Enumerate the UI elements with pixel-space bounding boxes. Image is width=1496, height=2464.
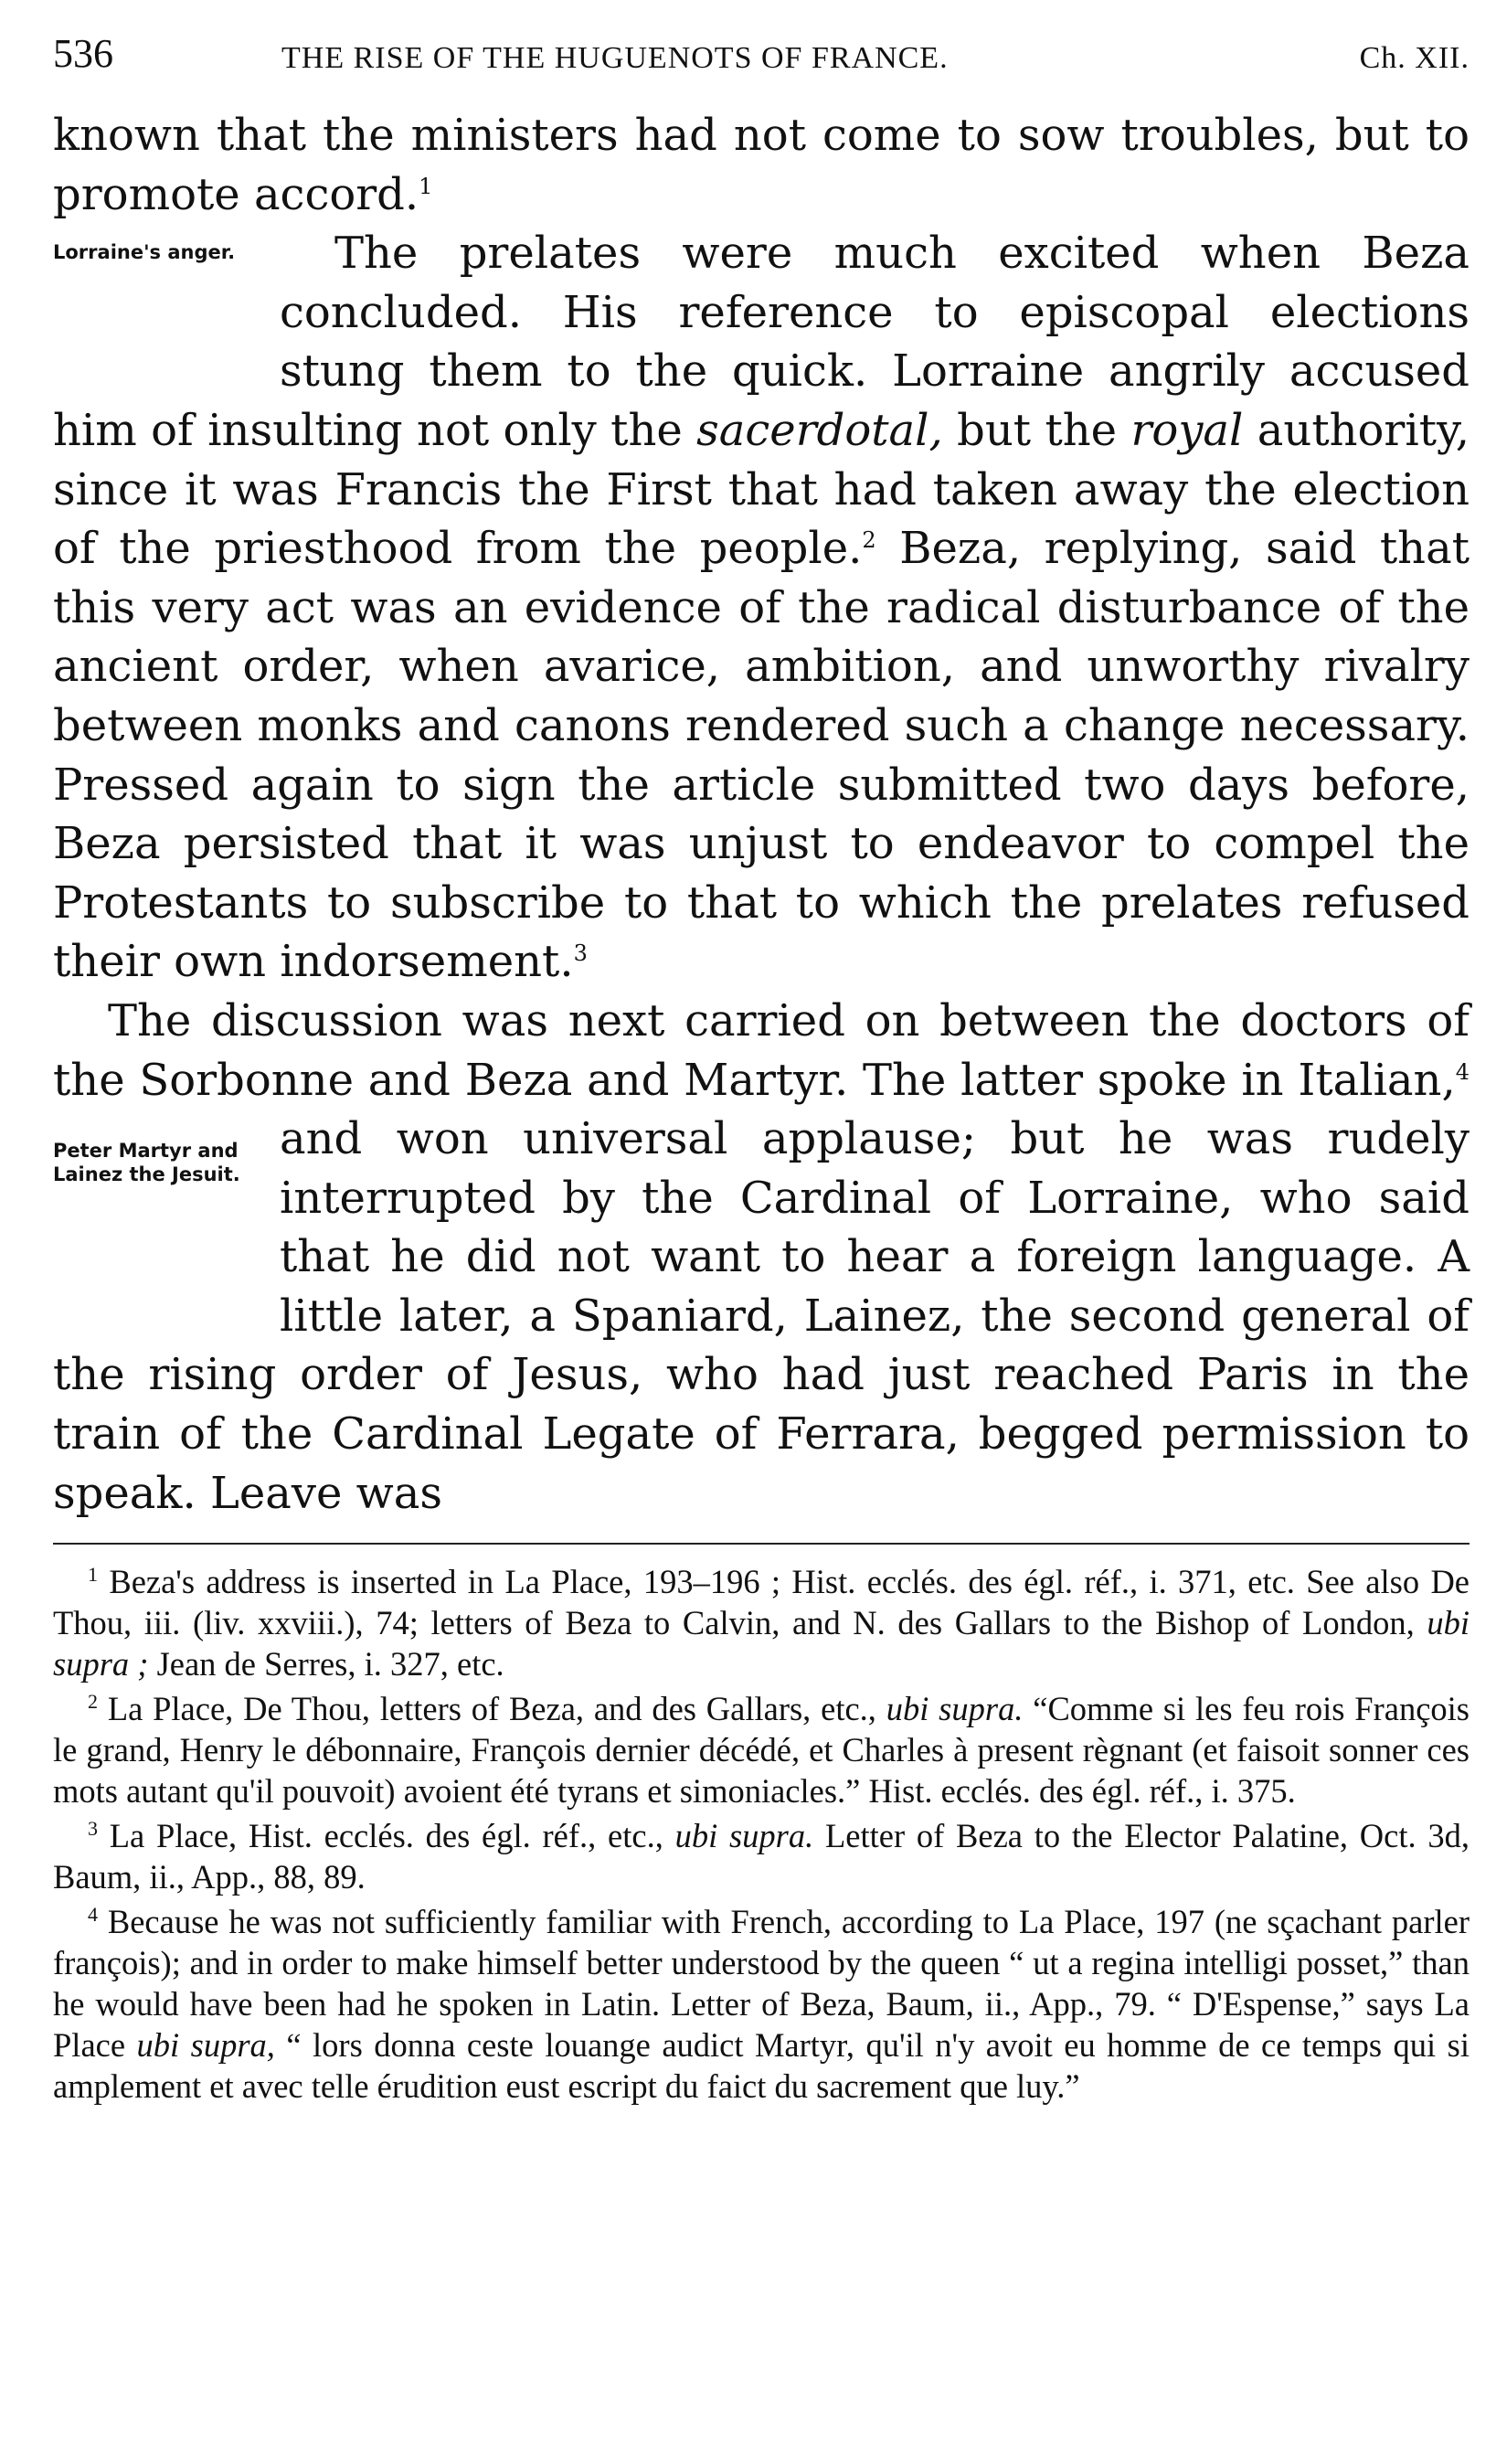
paragraph-2-text-d: Beza, replying, said that this very act was an evidence of the radical disturbance of the ancient order, when avarice, ambition, and unworthy rivalry between monks and canons rendered such a change necessary. Pressed again to sign the article submitted two days before, Beza persisted that it was unjust to endeavor to compel the Protestants to subscribe to that to which the prelates refused their own indorsement. xyxy=(53,523,1470,988)
footnote-4-mark: 4 xyxy=(88,1903,98,1927)
footnote-1-mark: 1 xyxy=(88,1563,98,1587)
footnote-ref-4[interactable]: 4 xyxy=(1455,1058,1469,1085)
footnote-3-text-b: Letter of Beza to the Elector Palatine, Oct. 3d, Baum, ii., App., 88, 89. xyxy=(53,1817,1470,1896)
paragraph-2-italic-sacerdotal: sacerdotal, xyxy=(696,404,943,456)
footnote-1 xyxy=(53,1561,1469,1684)
footnotes xyxy=(53,1561,1469,2107)
footnote-4-italic: ubi supra, xyxy=(136,2026,275,2065)
body-text xyxy=(53,106,1469,1523)
sidenote-peter-martyr-lainez: Peter Martyr and Lainez the Jesuit. xyxy=(53,1140,240,1186)
sidenote-lorraines-anger: Lorraine's anger. xyxy=(53,241,236,264)
footnote-ref-3[interactable]: 3 xyxy=(573,940,588,967)
footnote-2-italic: ubi supra. xyxy=(886,1690,1024,1728)
paragraph-3 xyxy=(53,992,1469,1523)
footnote-1-italic: ubi supra ; xyxy=(53,1604,1469,1683)
footnote-3-mark: 3 xyxy=(88,1817,98,1841)
paragraph-2-text-a: The prelates were much excited when Beza concluded. His reference to episcopal elections stung them to the quick. Lorraine angrily accused him of insulting not only the xyxy=(53,228,1469,456)
paragraph-1 xyxy=(53,106,1469,224)
footnote-2-mark: 2 xyxy=(88,1690,98,1714)
footnote-4 xyxy=(53,1901,1469,2107)
footnote-divider xyxy=(53,1543,1469,1545)
footnote-4-text-b: “ lors donna ceste louange audict Martyr, qu'il n'y avoit eu homme de ce temps qui si amplement et avec telle érudition eust escript du faict du sacrement que luy.” xyxy=(53,2026,1469,2106)
book-page xyxy=(53,27,1469,2110)
page-number: 536 xyxy=(53,31,113,76)
paragraph-3-text-a: The discussion was next carried on between the doctors of the Sorbonne and Beza and Martyr. The latter spoke in Italian, xyxy=(53,994,1469,1106)
footnote-ref-2[interactable]: 2 xyxy=(862,527,876,554)
chapter-reference: Ch. XII. xyxy=(1359,41,1469,75)
footnote-3-text-a: La Place, Hist. ecclés. des égl. réf., etc., xyxy=(109,1817,675,1855)
footnote-3 xyxy=(53,1815,1469,1897)
footnote-ref-1[interactable]: 1 xyxy=(419,173,433,199)
footnote-1-text-b: Jean de Serres, i. 327, etc. xyxy=(148,1645,504,1683)
paragraph-3-text-b: and won universal applause; but he was rudely interrupted by the Cardinal of Lorraine, who said that he did not want to hear a foreign language. A little later, a Spaniard, Lainez, the second general of the rising order of Jesus, who had just reached Paris in the train of the Cardinal Legate of Ferrara, begged permission to speak. Leave was xyxy=(53,1113,1469,1519)
footnote-2-text-a: La Place, De Thou, letters of Beza, and des Gallars, etc., xyxy=(107,1690,886,1728)
running-title: THE RISE OF THE HUGUENOTS OF FRANCE. xyxy=(281,41,949,75)
paragraph-2 xyxy=(53,224,1469,992)
running-header xyxy=(53,27,1469,91)
footnote-4-text-a: Because he was not sufficiently familiar with French, according to La Place, 197 (ne sçachant parler françois); and in order to make himself better understood by the queen “ ut a regina intelligi posset,” than he would have been had he spoken in Latin. Letter of Beza, Baum, ii., App., 79. “ D'Espense,” says La Place xyxy=(53,1903,1470,2065)
footnote-3-italic: ubi supra. xyxy=(674,1817,814,1855)
paragraph-1-text: known that the ministers had not come to sow troubles, but to promote accord. xyxy=(53,110,1469,220)
footnote-2 xyxy=(53,1688,1469,1811)
footnote-2-text-b: “Comme si les feu rois François le grand, Henry le débonnaire, François dernier décédé, et Charles à present règnant (et faisoit sonner ces mots autant qu'il pouvoit) avoient été tyrans et simoniacles.” Hist. ecclés. des égl. réf., i. 375. xyxy=(53,1690,1469,1811)
paragraph-2-text-c: authority, since it was Francis the First that had taken away the election of the priesthood from the people. xyxy=(53,404,1470,575)
paragraph-2-text-b: but the xyxy=(942,404,1131,456)
paragraph-2-italic-royal: royal xyxy=(1130,404,1244,456)
footnote-1-text-a: Beza's address is inserted in La Place, 193–196 ; Hist. ecclés. des égl. réf., i. 371, etc. See also De Thou, iii. (liv. xxviii.), 74; letters of Beza to Calvin, and N. des Gallars to the Bishop of London, xyxy=(53,1563,1470,1642)
